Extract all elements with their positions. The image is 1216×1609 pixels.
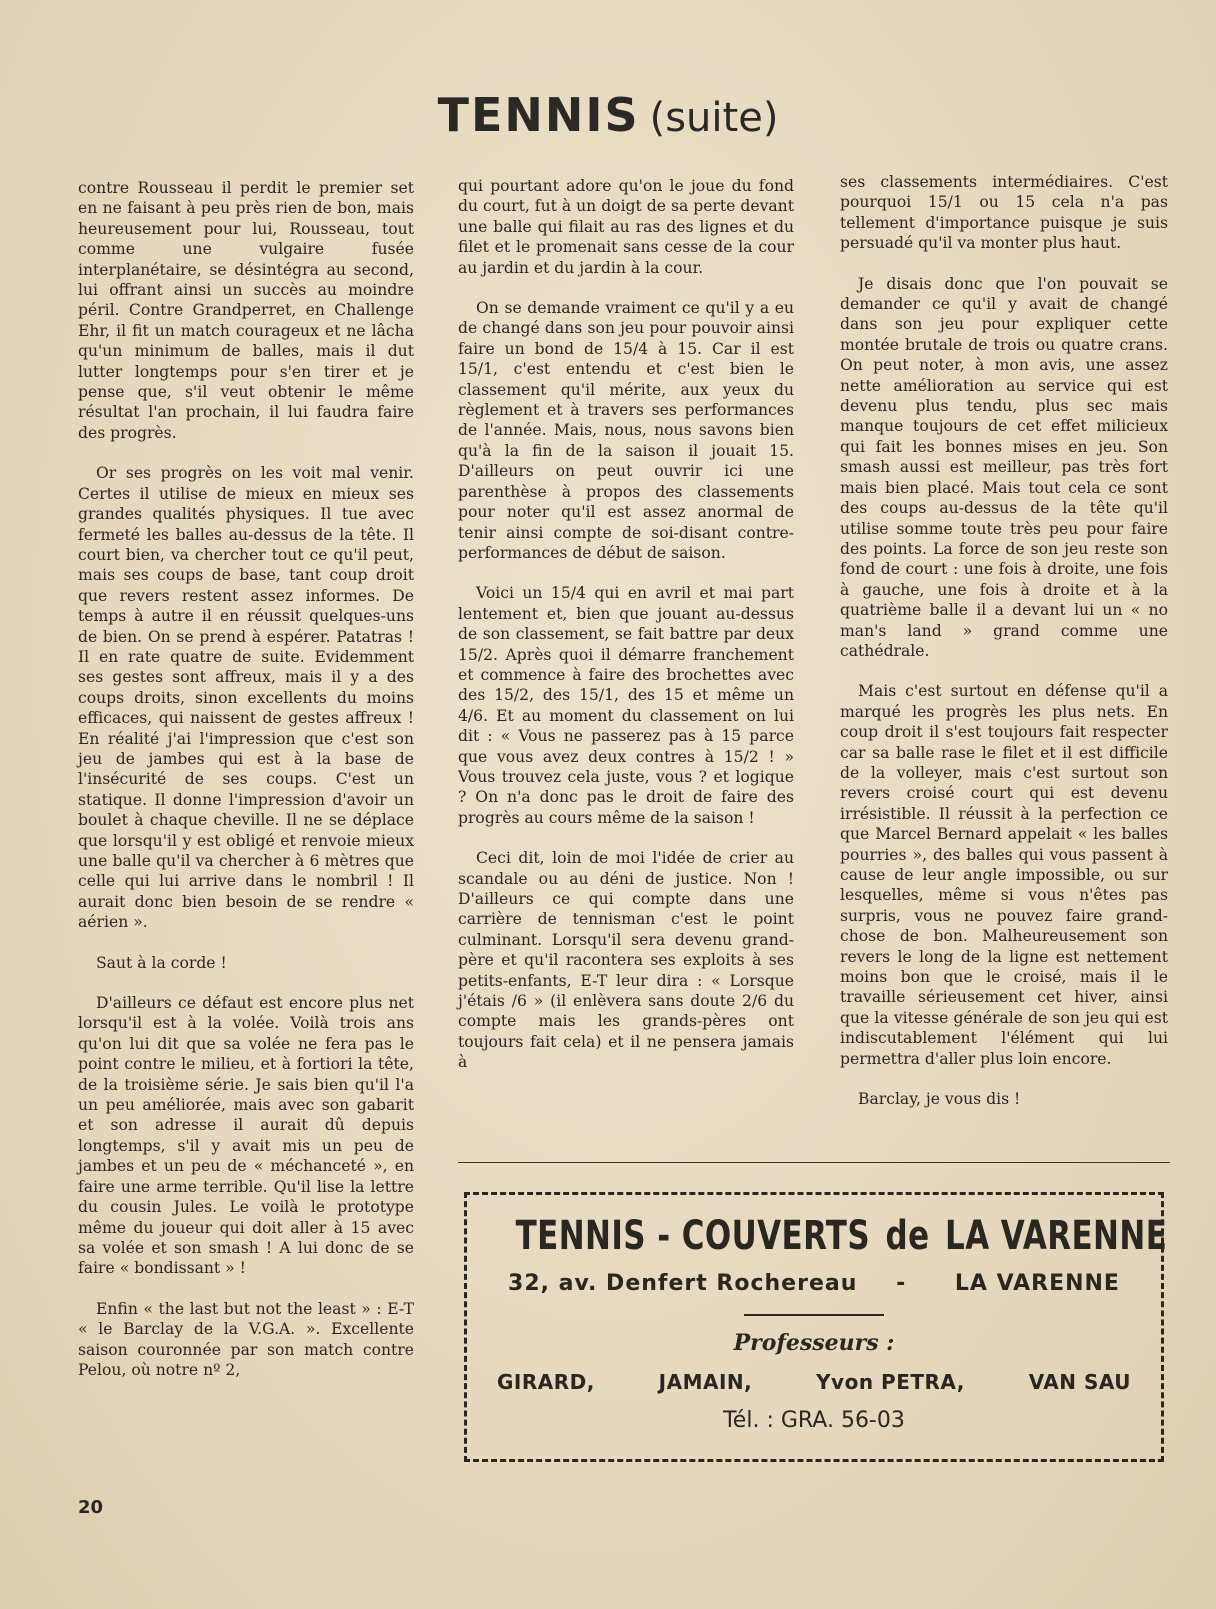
ad-name-part1: TENNIS - COUVERTS	[515, 1213, 871, 1259]
article-column-2	[458, 176, 794, 1093]
ad-telephone: Tél. : GRA. 56-03	[723, 1408, 905, 1433]
page-number: 20	[78, 1497, 104, 1518]
paragraph: qui pourtant adore qu'on le joue du fond du court, fut à un doigt de sa perte devant une balle qui filait au ras des lignes et du filet et le promenait sans cesse de la cour au jardin et du jardin à la cour.	[458, 177, 794, 277]
ad-club-name	[515, 1213, 1168, 1259]
title-suite: (suite)	[649, 95, 779, 141]
ad-name-part2: LA VARENNE	[945, 1213, 1168, 1259]
paragraph: Saut à la corde !	[96, 953, 227, 972]
ad-professors-list	[467, 1370, 1161, 1394]
paragraph: Ceci dit, loin de moi l'idée de crier au scandale ou au déni de justice. Non ! D'ailleurs ce qui compte dans une carrière de tennisman c'est le point culminant. Lorsqu'il sera devenu grand-père et qu'il racontera ses exploits à ses petits-enfants, E-T leur dira : « Lorsque j'étais /6 » (il enlèvera sans doute 2/6 du compte mais les grands-pères ont toujours fait cela) et il ne pensera jamais à	[458, 849, 794, 1072]
paragraph: On se demande vraiment ce qu'il y a eu de changé dans son jeu pour pouvoir ainsi faire un bond de 15/4 à 15. Car il est 15/1, c'est entendu et c'est bien le classement qu'il mérite, aux yeux du règlement et à travers ses performances de l'année. Mais, nous, nous savons bien qu'à la fin de la saison il jouait 15. D'ailleurs on peut ouvrir ici une parenthèse à propos des classements pour noter qu'il est assez anormal de tenir ainsi compte de soi-disant contre-performances de début de saison.	[458, 299, 794, 562]
divider-rule	[458, 1162, 1170, 1163]
paragraph: contre Rousseau il perdit le premier set en ne faisant à peu près rien de bon, mais heureusement pour lui, Rousseau, tout comme une vulgaire fusée interplanétaire, se désintégra au second, lui offrant ainsi un succès au moindre péril. Contre Grandperret, en Challenge Ehr, il fit un match courageux et ne lâcha qu'un minimum de balles, mais il dut lutter longtemps pour s'en tirer et je pense que, s'il veut obtenir le même résultat l'an prochain, il lui faudra faire des progrès.	[78, 179, 414, 442]
article-column-3	[840, 172, 1168, 1129]
paragraph: Je disais donc que l'on pouvait se demander ce qu'il y avait de changé dans son jeu pour expliquer cette montée brutale de trois ou quatre crans. On peut noter, à mon avis, une assez nette amélioration au service qui est devenu plus tendu, plus sec mais manque toujours de cet effet milicieux qui fait les bonnes mises en jeu. Son smash aussi est meilleur, pas très fort mais bien placé. Mais tout cela ce sont des coups au-dessus de la tête qu'il utilise somme toute très peu pour faire des points. La force de son jeu reste son fond de court : une fois à droite, une fois à gauche, une fois à droite et à la quatrième balle il a devant lui un « no man's land » grand comme une cathédrale.	[840, 274, 1168, 660]
page-title	[0, 88, 1216, 142]
ad-name-de: de	[885, 1213, 930, 1259]
professor-name: JAMAIN,	[658, 1370, 753, 1394]
paragraph: Or ses progrès on les voit mal venir. Certes il utilise de mieux en mieux ses grandes qualités physiques. Il tue avec fermeté les balles au-dessus de la tête. Il court bien, va chercher tout ce qu'il peut, mais ses coups de base, tant coup droit que revers restent assez informes. De temps à autre il en réussit quelques-uns de bien. On se prend à espérer. Patatras ! Il en rate quatre de suite. Evidemment ses gestes sont affreux, mais il y a des coups droits, sinon excellents du moins efficaces, qui naissent de gestes affreux ! En réalité j'ai l'impression que c'est son jeu de jambes qui est à la base de l'insécurité de ses coups. C'est un statique. Il donne l'impression d'avoir un boulet à chaque cheville. Il ne se déplace que lorsqu'il y est obligé et renvoie mieux une balle qu'il va chercher à 6 mètres que celle qui lui arrive dans le nombril ! Il aurait donc bien besoin de se rendre « aérien ».	[78, 464, 414, 932]
paragraph: D'ailleurs ce défaut est encore plus net lorsqu'il est à la volée. Voilà trois ans qu'on lui dit que sa volée ne fera pas le point contre le milieu, et à fortiori la tête, de la troisième série. Je sais bien qu'il l'a un peu améliorée, mais avec son gabarit et son adresse il aurait dû depuis longtemps, s'il y avait mis un peu de jambes et un peu de « méchanceté », en faire une arme terrible. Qu'il lise la lettre du cousin Jules. Le voilà le prototype même du joueur qui doit aller à 15 avec sa volée et son smash ! A lui donc de se faire « bondissant » !	[78, 994, 414, 1278]
advertisement-box	[464, 1192, 1168, 1462]
professor-name: Yvon PETRA,	[816, 1370, 965, 1394]
title-main: TENNIS	[437, 88, 640, 142]
professor-name: GIRARD,	[497, 1370, 595, 1394]
paragraph: Enfin « the last but not the least » : E-T « le Barclay de la V.G.A. ». Excellente saison couronnée par son match contre Pelou, où notre nº 2,	[78, 1299, 414, 1379]
paragraph: ses classements intermédiaires. C'est pourquoi 15/1 ou 15 cela n'a pas tellement d'importance puisque je suis persuadé qu'il va monter plus haut.	[840, 173, 1168, 253]
ad-address-separator: -	[896, 1271, 907, 1296]
ad-professors-label: Professeurs :	[733, 1330, 895, 1356]
ad-separator-line	[744, 1314, 884, 1316]
paragraph: Voici un 15/4 qui en avril et mai part lentement et, bien que jouant au-dessus de son classement, se fait battre par deux 15/2. Après quoi il démarre franchement et commence à faire des brochettes avec des 15/2, des 15/1, des 15 et même un 4/6. Et au moment du classement on lui dit : « Vous ne passerez pas à 15 parce que vous avez deux contres à 15/2 ! » Vous trouvez cela juste, vous ? et logique ? On n'a donc pas le droit de faire des progrès au cours même de la saison !	[458, 584, 794, 827]
ad-address	[467, 1271, 1161, 1296]
paragraph: Mais c'est surtout en défense qu'il a marqué les progrès les plus nets. En coup droit il s'est toujours fait respecter car sa balle rase le filet et il est difficile de la volleyer, mais c'est surtout son revers croisé court qui est devenu irrésistible. Il réussit à la perfection ce que Marcel Bernard appelait « les balles pourries », des balles qui vous passent à cause de leur angle impossible, ou sur lesquelles, même si vous n'êtes pas surpris, vous ne pouvez faire grand-chose de bon. Malheureusement son revers le long de la ligne est nettement moins bon que le croisé, mais il le travaille sérieusement cet hiver, ainsi que la vitesse générale de son jeu qui est indiscutablement l'élément qui lui permettra d'aller plus loin encore.	[840, 682, 1168, 1068]
ad-city: LA VARENNE	[954, 1271, 1120, 1296]
professor-name: VAN SAU	[1028, 1370, 1131, 1394]
ad-street: 32, av. Denfert Rochereau	[508, 1271, 858, 1296]
paragraph: Barclay, je vous dis !	[858, 1090, 1021, 1109]
article-column-1	[78, 178, 414, 1400]
